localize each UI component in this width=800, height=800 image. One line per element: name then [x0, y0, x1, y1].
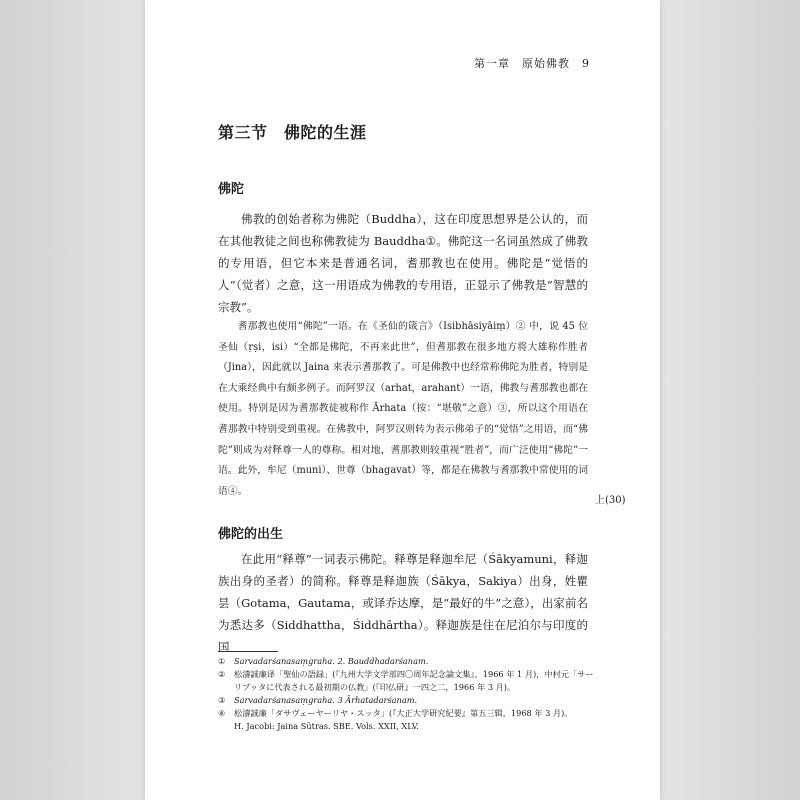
footnote-item: [218, 668, 598, 694]
footnote-divider: [218, 651, 278, 652]
footnote-item: [218, 694, 598, 707]
quoted-passage: [218, 317, 588, 502]
footnote-number: ②: [218, 669, 226, 679]
footnote-continuation: H. Jacobi: Jaina Sūtras. SBE. Vols. XXII, XLV.: [234, 721, 419, 731]
subheading-birth: 佛陀的出生: [218, 527, 284, 542]
footnote-number: ①: [218, 656, 226, 666]
paragraph-intro: [218, 208, 588, 318]
footnote-number: ④: [218, 708, 226, 718]
right-margin-background: [660, 0, 800, 800]
footnote-text: 松濤誠廉「ダサヴェーヤーリヤ・スッタ」(『大正大学研究紀要』第五三辑，1968 年 3 月)。: [234, 708, 573, 718]
paragraph-birth: [218, 548, 588, 658]
paragraph-birth-text: 在此用“释尊”一词表示佛陀。释尊是释迦牟尼（Śākyamuni，释迦族出身的圣者）的简称。释尊是释迦族（Śākya，Sakiya）出身，姓瞿昙（Gotama，Gautama，或译乔达摩，是“最好的牛”之意），出家前名为悉达多（Siddhattha，Śiddhārtha）。释迦族是住在尼泊尔与印度的国: [218, 552, 588, 654]
footnote-text: Sarvadarśanasaṃgraha. 2. Bauddhadarśanam.: [234, 656, 429, 666]
section-title: 第三节 佛陀的生涯: [218, 123, 367, 142]
margin-reference: 上(30): [595, 495, 626, 506]
footnote-text: Sarvadarśanasaṃgraha. 3 Ārhatadarśanam.: [234, 695, 418, 705]
paragraph-intro-text: 佛教的创始者称为佛陀（Buddha），这在印度思想界是公认的，而在其他教徒之间也称佛教徒为 Bauddha①。佛陀这一名词虽然成了佛教的专用语，但它本来是普通名词，耆那教也在使用。佛陀是“觉悟的人”（觉者）之意，这一用语成为佛教的专用语，正显示了佛教是“智慧的宗教”。: [218, 212, 588, 314]
footnote-text: 松濤誠廉译「聖仙の語録」(『九州大学文学部四〇周年記念論文集』，1966 年 1 月)，中村元「サーリプッタに代表される最初期の仏教」(『印仏研』一四之二，1966 年 3 月)。: [234, 669, 594, 692]
quoted-passage-text: 耆那教也使用“佛陀”一语。在《圣仙的箴言》（Isibhāsiyāiṃ）② 中，说 45 位圣仙（ṛṣi，isi）“全都是佛陀，不再来此世”，但耆那教在很多地方将大雄称作胜者（Jina），因此就以 Jaina 来表示耆那教了。可是佛教中也经常称佛陀为胜者，特别是在大乘经典中有颇多例子。而阿罗汉（arhat，arahant）一语，佛教与耆那教也都在使用。特别是因为耆那教徒被称作 Ārhata（按：“堪敬”之意）③，所以这个用语在耆那教中特别受到重视。在佛教中，阿罗汉则转为表示佛弟子的“觉悟”之用语，而“佛陀”则成为对释尊一人的尊称。相对地，耆那教则较重视“胜者”，而广泛使用“佛陀”一语。此外，牟尼（muni）、世尊（bhagavat）等，都是在佛教与耆那教中常使用的词语④。: [218, 321, 588, 497]
left-margin-background: [0, 0, 145, 800]
running-head: 第一章 原始佛教 9: [474, 57, 590, 70]
footnote-item: [218, 655, 598, 668]
book-page: [145, 0, 660, 800]
footnote-item: [218, 707, 598, 720]
subheading-buddha: 佛陀: [218, 182, 245, 197]
footnotes: [218, 655, 598, 733]
footnote-number: ③: [218, 695, 226, 705]
